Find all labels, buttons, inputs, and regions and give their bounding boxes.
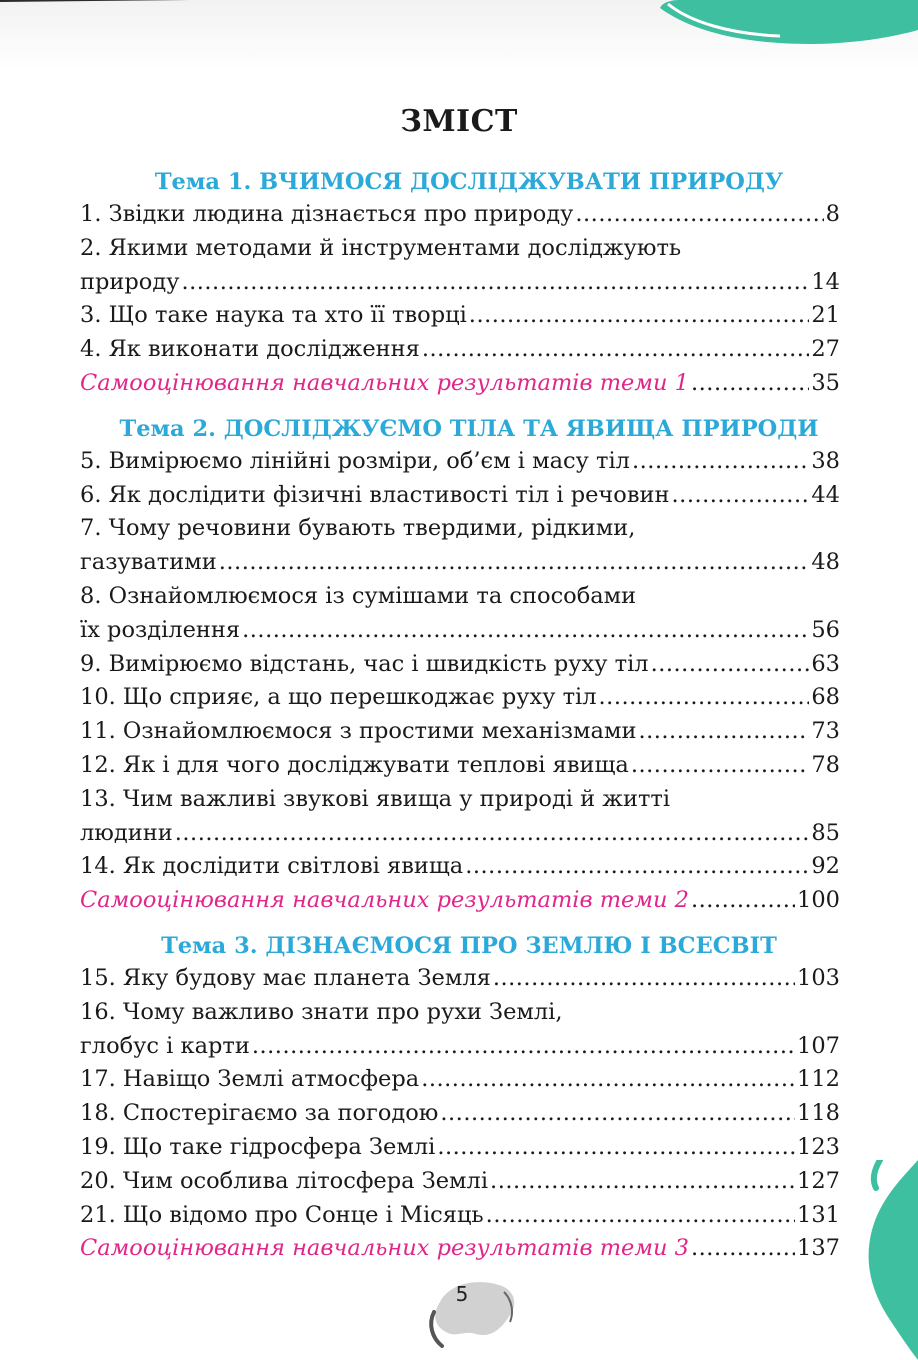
toc-entry[interactable]: 12. Як і для чого досліджувати теплові явища ..... 78 [80, 749, 840, 783]
top-right-leaf-decoration [650, 0, 918, 50]
toc-entry[interactable]: їх розділення ..... 56 [80, 614, 840, 648]
toc-entry-first-line: 2. Якими методами й інструментами досліджують [80, 234, 682, 261]
self-assessment-entry[interactable]: Самооцінювання навчальних результатів теми 3 ..... 137 [80, 1232, 840, 1266]
toc-entry[interactable]: глобус і карти ..... 107 [80, 1030, 840, 1064]
toc-entry[interactable]: 18. Спостерігаємо за погодою ..... 118 [80, 1097, 840, 1131]
toc-entry[interactable]: природу ..... 14 [80, 266, 840, 300]
toc-entry-first-line: 13. Чим важливі звукові явища у природі й житті [80, 785, 671, 812]
toc-entry-first-line: 7. Чому речовини бувають твердими, рідкими, [80, 515, 636, 542]
toc-entry[interactable]: 1. Звідки людина дізнається про природу ..... 8 [80, 198, 840, 232]
toc-entry[interactable]: 14. Як дослідити світлові явища ..... 92 [80, 850, 840, 884]
toc-entry[interactable]: 10. Що сприяє, а що перешкоджає руху тіл ..... 68 [80, 681, 840, 715]
page-title: ЗМІСТ [400, 104, 518, 139]
right-edge-leaf-decoration [850, 1160, 918, 1360]
table-of-contents [80, 166, 840, 1266]
toc-entry[interactable]: 17. Навіщо Землі атмосфера ..... 112 [80, 1063, 840, 1097]
self-assessment-entry[interactable]: Самооцінювання навчальних результатів теми 1 ..... 35 [80, 367, 840, 401]
toc-entry[interactable]: 6. Як дослідити фізичні властивості тіл і речовин ..... 44 [80, 479, 840, 513]
topic-heading: Тема 1. ВЧИМОСЯ ДОСЛІДЖУВАТИ ПРИРОДУ [154, 169, 784, 195]
toc-entry[interactable]: 21. Що відомо про Сонце і Місяць ..... 131 [80, 1199, 840, 1233]
page-number: 5 [455, 1282, 469, 1306]
self-assessment-entry[interactable]: Самооцінювання навчальних результатів теми 2 ..... 100 [80, 884, 840, 918]
toc-entry-first-line: 8. Ознайомлюємося із сумішами та способами [80, 582, 637, 609]
toc-entry[interactable]: 15. Яку будову має планета Земля ..... 103 [80, 962, 840, 996]
toc-entry[interactable]: газуватими ..... 48 [80, 546, 840, 580]
toc-entry-first-line: 16. Чому важливо знати про рухи Землі, [80, 998, 563, 1025]
toc-entry[interactable]: 20. Чим особлива літосфера Землі ..... 127 [80, 1165, 840, 1199]
toc-entry[interactable]: 19. Що таке гідросфера Землі ..... 123 [80, 1131, 840, 1165]
toc-entry[interactable]: 5. Вимірюємо лінійні розміри, об’єм і масу тіл ..... 38 [80, 445, 840, 479]
topic-heading: Тема 2. ДОСЛІДЖУЄМО ТІЛА ТА ЯВИЩА ПРИРОДИ [119, 415, 819, 442]
toc-entry[interactable]: 11. Ознайомлюємося з простими механізмами ..... 73 [80, 715, 840, 749]
toc-entry[interactable]: 3. Що таке наука та хто її творці ..... 21 [80, 299, 840, 333]
toc-entry[interactable]: 9. Вимірюємо відстань, час і швидкість руху тіл ..... 63 [80, 648, 840, 682]
topic-heading: Тема 3. ДІЗНАЄМОСЯ ПРО ЗЕМЛЮ І ВСЕСВІТ [161, 932, 777, 959]
toc-entry[interactable]: людини ..... 85 [80, 817, 840, 851]
toc-entry[interactable]: 4. Як виконати дослідження ..... 27 [80, 333, 840, 367]
